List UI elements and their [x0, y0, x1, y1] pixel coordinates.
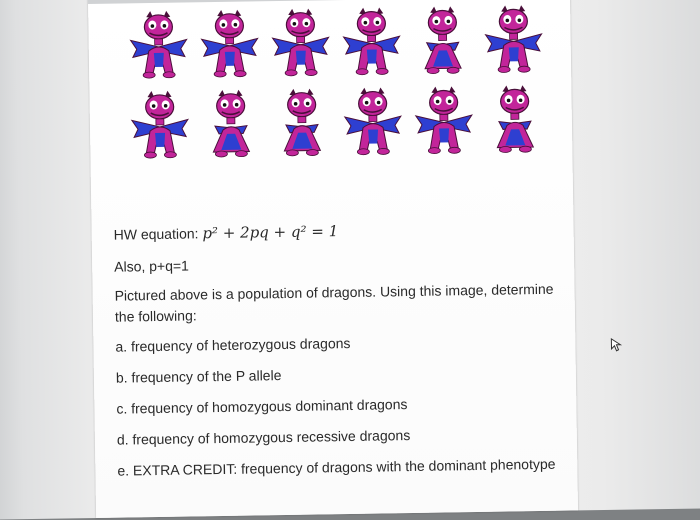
document-page — [88, 0, 578, 518]
hw-equation-label: HW equation: — [113, 225, 199, 243]
dragon-wide-wings-image — [341, 3, 402, 82]
hw-equation-line — [114, 222, 339, 244]
dragon-small-wings-image — [200, 85, 261, 164]
dragon-row-1 — [128, 1, 559, 88]
dragon-wide-wings-image — [413, 82, 474, 161]
hw-equation-formula: p² + 2pq + q² = 1 — [202, 222, 339, 243]
question-e: e. EXTRA CREDIT: frequency of dragons with the dominant phenotype — [117, 455, 556, 479]
dragon-wide-wings-image — [342, 83, 403, 162]
question-c: c. frequency of homozygous dominant dragons — [116, 396, 408, 417]
instructions-paragraph: Pictured above is a population of dragons. Using this image, determine the following: — [114, 280, 554, 325]
dragon-wide-wings-image — [128, 6, 189, 85]
question-a: a. frequency of heterozygous dragons — [115, 334, 351, 355]
dragon-small-wings-image — [412, 2, 473, 81]
also-line: Also, p+q=1 — [114, 257, 190, 275]
dragon-wide-wings-image — [483, 1, 544, 80]
question-d: d. frequency of homozygous recessive dragons — [116, 427, 411, 448]
mouse-cursor-icon — [609, 338, 623, 352]
dragon-small-wings-image — [484, 81, 545, 160]
dragon-row-2 — [129, 81, 560, 168]
dragon-wide-wings-image — [199, 5, 260, 84]
dragon-small-wings-image — [271, 84, 332, 163]
dragon-wide-wings-image — [270, 4, 331, 83]
dragon-wide-wings-image — [129, 86, 190, 165]
question-b: b. frequency of the P allele — [115, 367, 282, 386]
